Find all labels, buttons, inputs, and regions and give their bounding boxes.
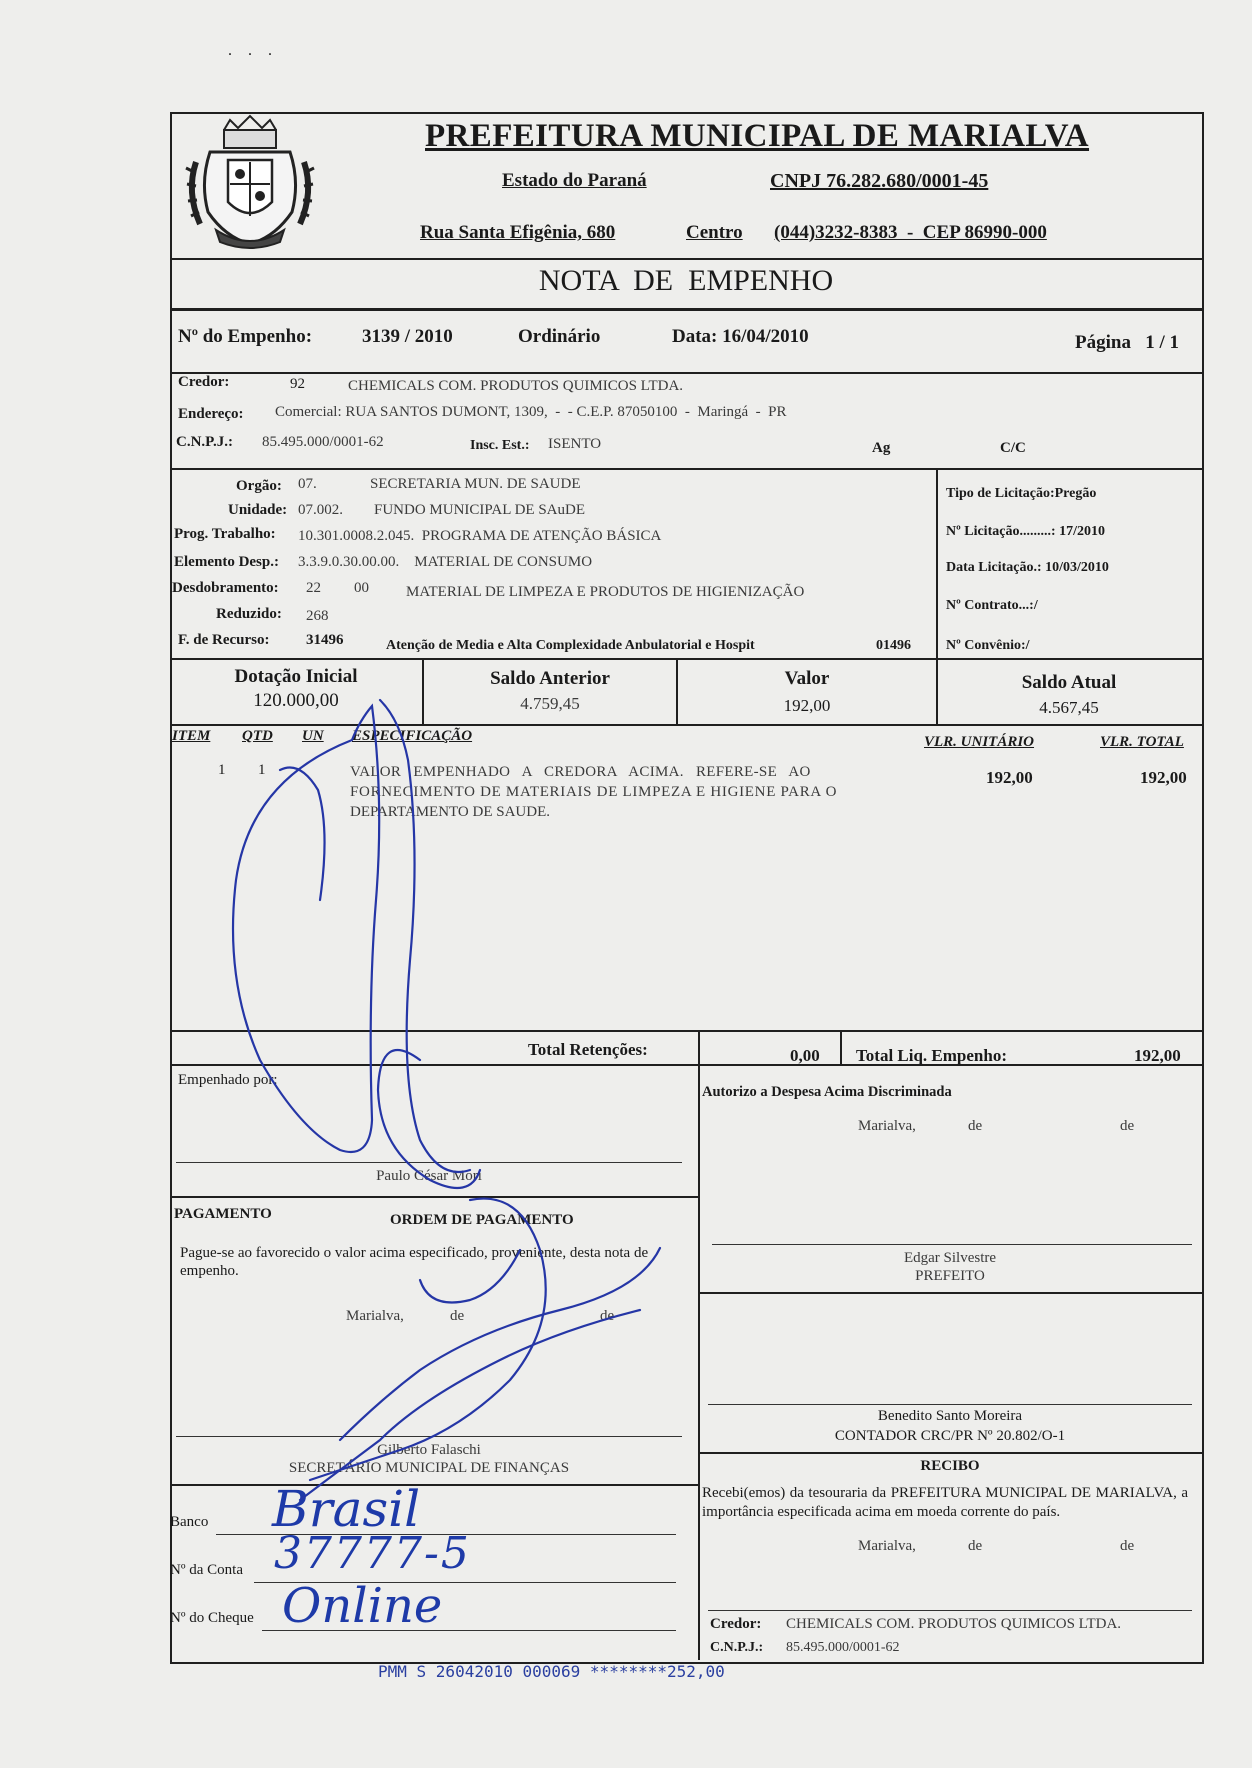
desdobramento-value: MATERIAL DE LIMPEZA E PRODUTOS DE HIGIENIZAÇÃO <box>406 584 805 600</box>
item-qtd: 1 <box>258 762 266 778</box>
secretario-role: SECRETÁRIO MUNICIPAL DE FINANÇAS <box>288 1460 570 1476</box>
pagamento-text: Pague-se ao favorecido o valor acima especificado, proveniente, desta nota de empenho. <box>180 1245 649 1279</box>
credor-name: CHEMICALS COM. PRODUTOS QUIMICOS LTDA. <box>348 378 684 394</box>
coat-of-arms-logo <box>180 112 320 254</box>
prog-label: Prog. Trabalho: <box>174 526 276 542</box>
recurso-code-2: 01496 <box>876 638 911 653</box>
valor-label: Valor <box>784 668 830 689</box>
orgao-code: 07. <box>298 476 317 492</box>
ordem-pagamento-title: ORDEM DE PAGAMENTO <box>390 1212 574 1228</box>
pagamento-place: Marialva, <box>346 1308 404 1324</box>
col-item: ITEM <box>172 728 211 744</box>
col-vlr-unitario: VLR. UNITÁRIO <box>924 734 1035 750</box>
insc-value: ISENTO <box>548 436 602 452</box>
header-cnpj: CNPJ 76.282.680/0001-45 <box>770 170 989 192</box>
unidade-name: FUNDO MUNICIPAL DE SAuDE <box>374 502 585 518</box>
pagamento-de-1: de <box>450 1308 465 1324</box>
empenhado-name: Paulo César Mori <box>376 1168 482 1184</box>
col-vlr-total: VLR. TOTAL <box>1100 734 1184 750</box>
secretario-name: Gilberto Falaschi <box>377 1442 481 1458</box>
top-mark: . . . <box>228 42 278 59</box>
autorizo-de-1: de <box>968 1118 983 1134</box>
reduzido-value: 268 <box>306 608 329 624</box>
reduzido-label: Reduzido: <box>216 606 282 622</box>
recibo-text: Recebi(emos) da tesouraria da PREFEITURA MUNICIPAL DE MARIALVA, a importância especificada acima em moeda corrente do país. <box>702 1485 1188 1520</box>
cheque-handwritten: Online <box>282 1578 443 1634</box>
prefeito-name: Edgar Silvestre <box>903 1250 997 1266</box>
tipo-licitacao: Tipo de Licitação:Pregão <box>946 486 1097 501</box>
empenho-date: Data: 16/04/2010 <box>672 326 809 347</box>
cheque-label: Nº do Cheque <box>170 1610 254 1626</box>
header-address: Rua Santa Efigênia, 680 <box>420 222 616 243</box>
contador-role: CONTADOR CRC/PR Nº 20.802/O-1 <box>834 1428 1066 1444</box>
retencoes-value: 0,00 <box>790 1046 820 1065</box>
saldo-anterior-label: Saldo Anterior <box>490 668 610 689</box>
insc-label: Insc. Est.: <box>470 438 530 453</box>
recibo-credor-label: Credor: <box>710 1616 762 1632</box>
mechanical-stamp: PMM S 26042010 000069 ********252,00 <box>378 1662 725 1681</box>
saldo-atual-label: Saldo Atual <box>1021 672 1117 693</box>
elemento-value: 3.3.9.0.30.00.00. MATERIAL DE CONSUMO <box>298 554 593 570</box>
item-number: 1 <box>218 762 226 778</box>
credor-code: 92 <box>290 376 305 392</box>
recurso-name: Atenção de Media e Alta Complexidade Anbulatorial e Hospit <box>386 638 755 653</box>
retencoes-label: Total Retenções: <box>528 1040 648 1059</box>
banco-label: Banco <box>170 1514 209 1530</box>
recibo-cnpj: 85.495.000/0001-62 <box>786 1640 900 1655</box>
address-label: Endereço: <box>178 406 244 422</box>
data-licitacao: Data Licitação.: 10/03/2010 <box>946 560 1109 575</box>
header-phone-cep: (044)3232-8383 - CEP 86990-000 <box>774 222 1047 243</box>
col-especificacao: ESPECIFICAÇÃO <box>352 728 473 744</box>
item-total-value: 192,00 <box>1140 768 1187 787</box>
dotacao-label: Dotação Inicial <box>234 666 358 687</box>
credor-address: Comercial: RUA SANTOS DUMONT, 1309, - - C.E.P. 87050100 - Maringá - PR <box>275 404 787 420</box>
orgao-name: SECRETARIA MUN. DE SAUDE <box>370 476 581 492</box>
autorizo-de-2: de <box>1120 1118 1135 1134</box>
conta-handwritten: 37777-5 <box>274 1528 471 1579</box>
pagamento-de-2: de <box>600 1308 615 1324</box>
autorizo-place: Marialva, <box>858 1118 916 1134</box>
page-number: Página 1 / 1 <box>1075 332 1179 353</box>
unidade-code: 07.002. <box>298 502 343 518</box>
desdobramento-label: Desdobramento: <box>172 580 279 596</box>
valor-value: 192,00 <box>783 696 831 715</box>
credor-cnpj: 85.495.000/0001-62 <box>262 434 384 450</box>
desdobramento-a: 22 <box>306 580 321 596</box>
recurso-label: F. de Recurso: <box>178 632 270 648</box>
empenho-number: 3139 / 2010 <box>362 326 453 347</box>
numero-convenio: Nº Convênio:/ <box>946 638 1030 653</box>
orgao-label: Orgão: <box>236 478 282 494</box>
empenho-label: Nº do Empenho: <box>178 326 313 347</box>
liquido-value: 192,00 <box>1134 1046 1181 1065</box>
desdobramento-b: 00 <box>354 580 369 596</box>
recurso-code: 31496 <box>306 632 344 648</box>
recibo-de-1: de <box>968 1538 983 1554</box>
item-spec-line-2: FORNECIMENTO DE MATERIAIS DE LIMPEZA E HIGIENE PARA O <box>350 784 838 800</box>
cc-label: C/C <box>1000 440 1026 456</box>
unidade-label: Unidade: <box>228 502 288 518</box>
numero-contrato: Nº Contrato...:/ <box>946 598 1038 613</box>
col-qtd: QTD <box>242 728 273 744</box>
dotacao-value: 120.000,00 <box>253 690 339 711</box>
banco-handwritten: Brasil <box>272 1480 421 1538</box>
header-state: Estado do Paraná <box>502 170 647 191</box>
prog-value: 10.301.0008.2.045. PROGRAMA DE ATENÇÃO BÁSICA <box>298 528 662 544</box>
saldo-atual-value: 4.567,45 <box>1039 698 1099 717</box>
liquido-label: Total Liq. Empenho: <box>856 1046 1007 1065</box>
ag-label: Ag <box>872 440 891 456</box>
numero-licitacao: Nº Licitação.........: 17/2010 <box>946 524 1105 539</box>
empenhado-label: Empenhado por: <box>178 1072 278 1088</box>
recibo-credor-name: CHEMICALS COM. PRODUTOS QUIMICOS LTDA. <box>786 1616 1122 1632</box>
conta-label: Nº da Conta <box>170 1562 243 1578</box>
autorizo-label: Autorizo a Despesa Acima Discriminada <box>702 1084 952 1100</box>
recibo-de-2: de <box>1120 1538 1135 1554</box>
recibo-place: Marialva, <box>858 1538 916 1554</box>
contador-name: Benedito Santo Moreira <box>877 1408 1023 1424</box>
col-un: UN <box>302 728 324 744</box>
prefeito-role: PREFEITO <box>915 1268 985 1284</box>
header-district: Centro <box>686 222 743 243</box>
document-title: NOTA DE EMPENHO <box>538 264 834 297</box>
pagamento-label: PAGAMENTO <box>174 1206 272 1222</box>
item-unit-value: 192,00 <box>986 768 1033 787</box>
empenho-type: Ordinário <box>518 326 601 347</box>
item-spec-line-1: VALOR EMPENHADO A CREDORA ACIMA. REFERE-SE AO <box>350 764 811 780</box>
recibo-cnpj-label: C.N.P.J.: <box>710 1640 764 1655</box>
recibo-title: RECIBO <box>920 1458 980 1474</box>
credor-label: Credor: <box>178 374 230 390</box>
header-title: PREFEITURA MUNICIPAL DE MARIALVA <box>425 118 1090 154</box>
cnpj-label: C.N.P.J.: <box>176 434 233 450</box>
item-spec-line-3: DEPARTAMENTO DE SAUDE. <box>350 804 550 820</box>
saldo-anterior-value: 4.759,45 <box>520 694 580 713</box>
elemento-label: Elemento Desp.: <box>174 554 279 570</box>
